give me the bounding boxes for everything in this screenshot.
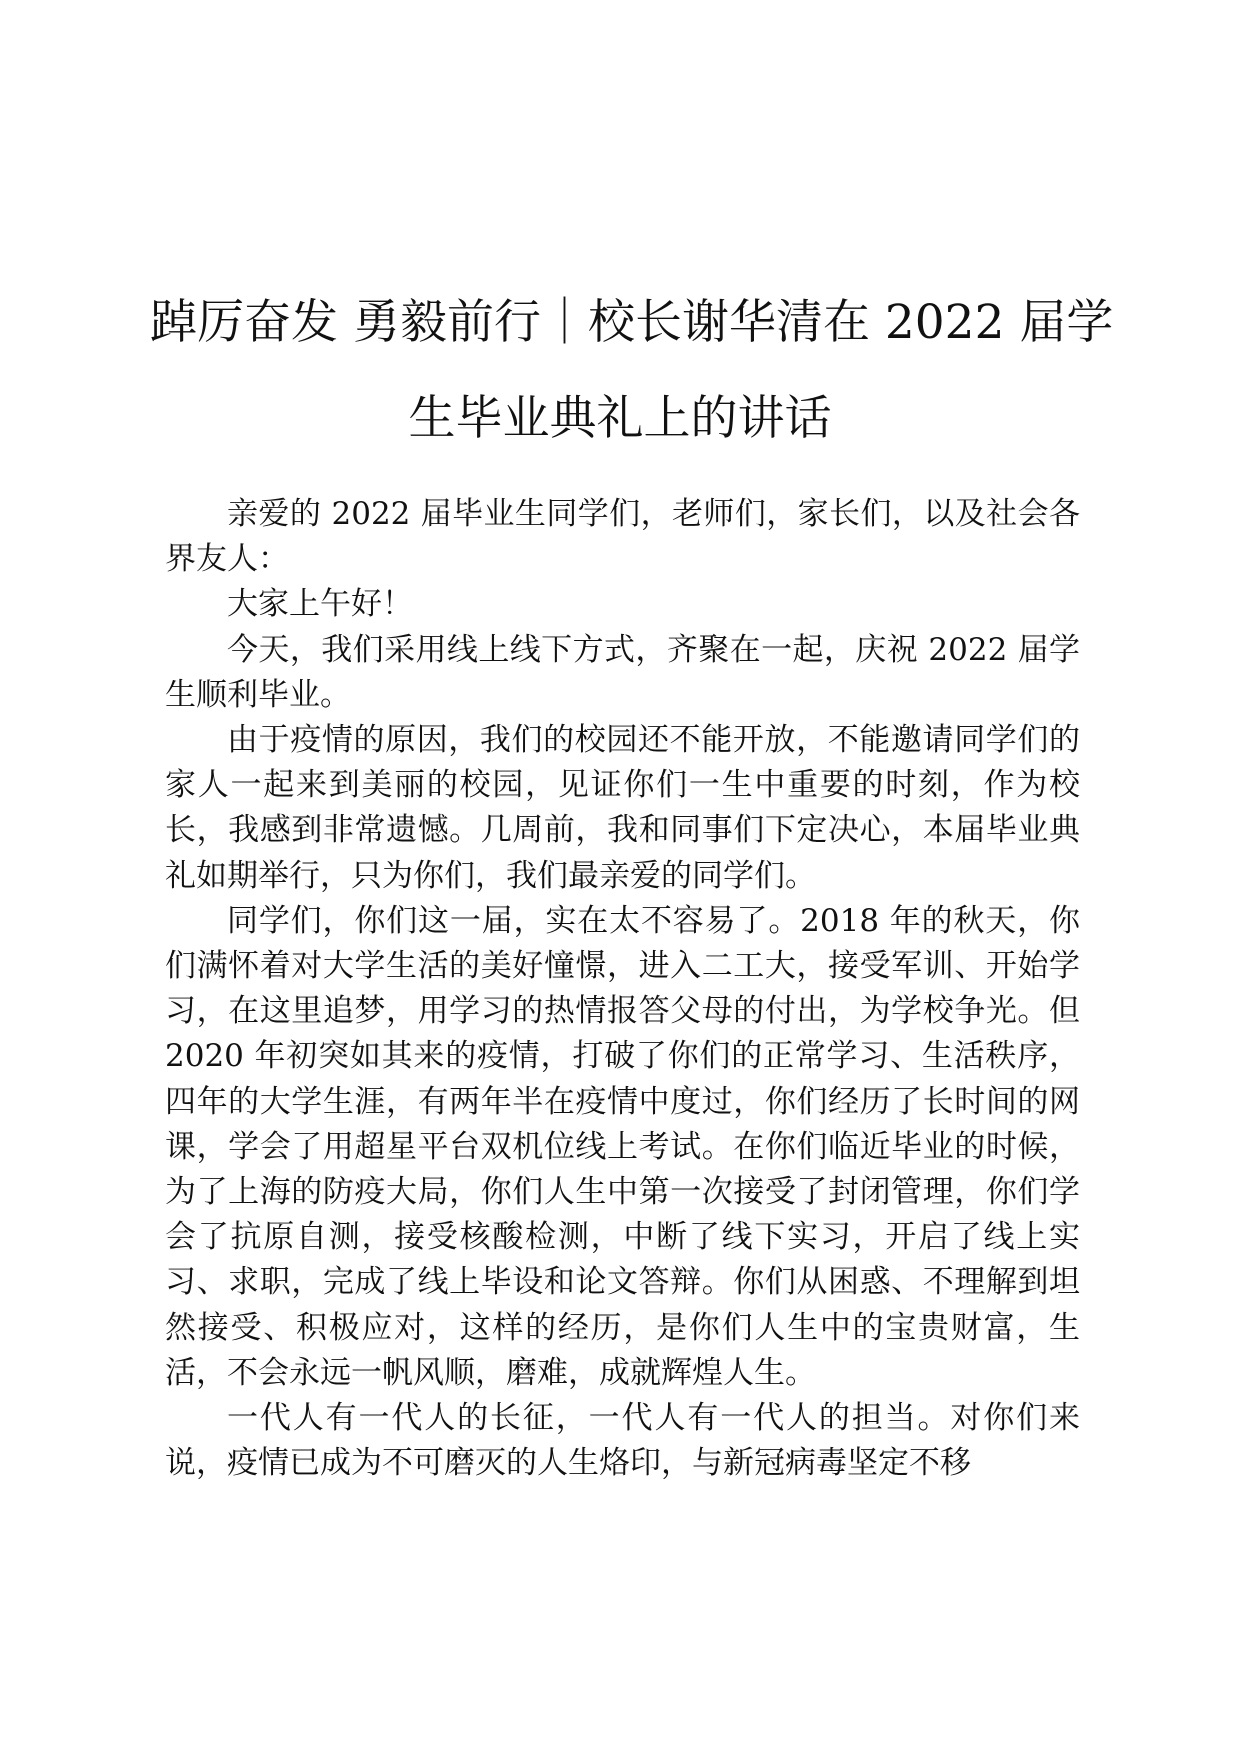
body-paragraph: 一代人有一代人的长征，一代人有一代人的担当。对你们来说，疫情已成为不可磨灭的人生烙印，与新冠病毒坚定不移 [165, 1400, 1080, 1482]
title-line-2: 生毕业典礼上的讲话 [408, 391, 832, 446]
body-paragraph: 同学们，你们这一届，实在太不容易了。2018 年的秋天，你们满怀着对大学生活的美好憧憬，进入二工大，接受军训、开始学习，在这里追梦，用学习的热情报答父母的付出，为学校争光。但 2020 年初突如其来的疫情，打破了你们的正常学习、生活秩序，四年的大学生涯，有两年半在疫情中度过，你们经历了长时间的网课，学会了用超星平台双机位线上考试。在你们临近毕业的时候，为了上海的防疫大局，你们人生中第一次接受了封闭管理，你们学会了抗原自测，接受核酸检测，中断了线下实习，开启了线上实习、求职，完成了线上毕设和论文答辩。你们从困惑、不理解到坦然接受、积极应对，这样的经历，是你们人生中的宝贵财富，生活，不会永远一帆风顺，磨难，成就辉煌人生。 [165, 902, 1080, 1391]
document-title [150, 275, 1114, 467]
body-paragraph: 由于疫情的原因，我们的校园还不能开放，不能邀请同学们的家人一起来到美丽的校园，见证你们一生中重要的时刻，作为校长，我感到非常遗憾。几周前，我和同事们下定决心，本届毕业典礼如期举行，只为你们，我们最亲爱的同学们。 [165, 722, 1080, 894]
salutation-paragraph: 亲爱的 2022 届毕业生同学们，老师们，家长们，以及社会各界友人： [165, 496, 1080, 578]
document-body [165, 492, 1080, 1486]
greeting-paragraph: 大家上午好！ [227, 586, 413, 623]
title-line-1: 踔厉奋发 勇毅前行｜校长谢华清在 2022 届学 [150, 295, 1114, 350]
body-paragraph: 今天，我们采用线上线下方式，齐聚在一起，庆祝 2022 届学生顺利毕业。 [165, 631, 1080, 713]
